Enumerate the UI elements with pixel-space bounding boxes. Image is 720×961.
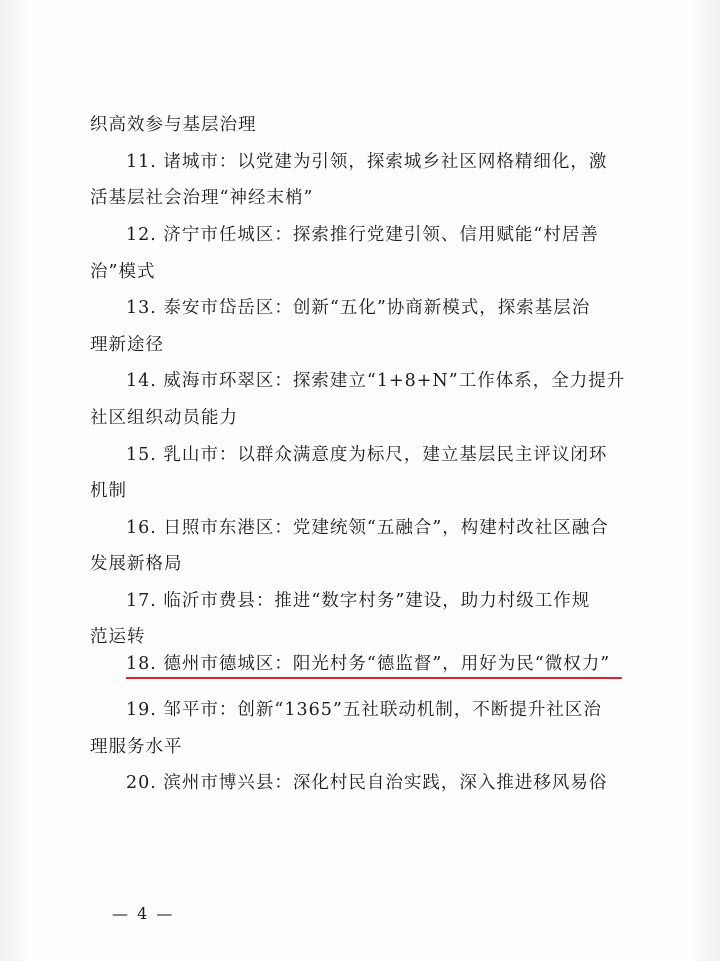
item-18-line-1-highlighted: 18. 德州市德城区：阳光村务“德监督”，用好为民“微权力” xyxy=(126,654,611,674)
item-11-line-1: 11. 诸城市：以党建为引领，探索城乡社区网格精细化，激 xyxy=(126,152,608,172)
item-13-line-1: 13. 泰安市岱岳区：创新“五化”协商新模式，探索基层治 xyxy=(126,298,591,318)
red-underline-annotation xyxy=(126,677,622,679)
page-shadow-right xyxy=(690,0,720,961)
item-20-line-1: 20. 滨州市博兴县：深化村民自治实践，深入推进移风易俗 xyxy=(126,773,608,793)
item-12-line-1: 12. 济宁市任城区：探索推行党建引领、信用赋能“村居善 xyxy=(126,225,599,245)
item-15-line-1: 15. 乳山市：以群众满意度为标尺，建立基层民主评议闭环 xyxy=(126,445,608,465)
item-14-line-2: 社区组织动员能力 xyxy=(90,408,238,428)
item-19-line-1: 19. 邹平市：创新“1365”五社联动机制，不断提升社区治 xyxy=(126,700,602,720)
page-number: — 4 — xyxy=(112,904,175,923)
item-11-line-2: 活基层社会治理“神经末梢” xyxy=(90,188,314,208)
item-17-line-1: 17. 临沂市费县：推进“数字村务”建设，助力村级工作规 xyxy=(126,591,591,611)
intro-continuation-line: 织高效参与基层治理 xyxy=(90,115,257,135)
item-16-line-2: 发展新格局 xyxy=(90,554,183,574)
page-shadow-left xyxy=(0,0,30,961)
item-14-line-1: 14. 威海市环翠区：探索建立“1+8+N”工作体系，全力提升 xyxy=(126,371,626,391)
item-12-line-2: 治”模式 xyxy=(90,262,156,282)
item-15-line-2: 机制 xyxy=(90,481,127,501)
item-19-line-2: 理服务水平 xyxy=(90,737,183,757)
item-16-line-1: 16. 日照市东港区：党建统领“五融合”，构建村改社区融合 xyxy=(126,518,609,538)
item-13-line-2: 理新途径 xyxy=(90,335,164,355)
item-17-line-2: 范运转 xyxy=(90,627,146,647)
